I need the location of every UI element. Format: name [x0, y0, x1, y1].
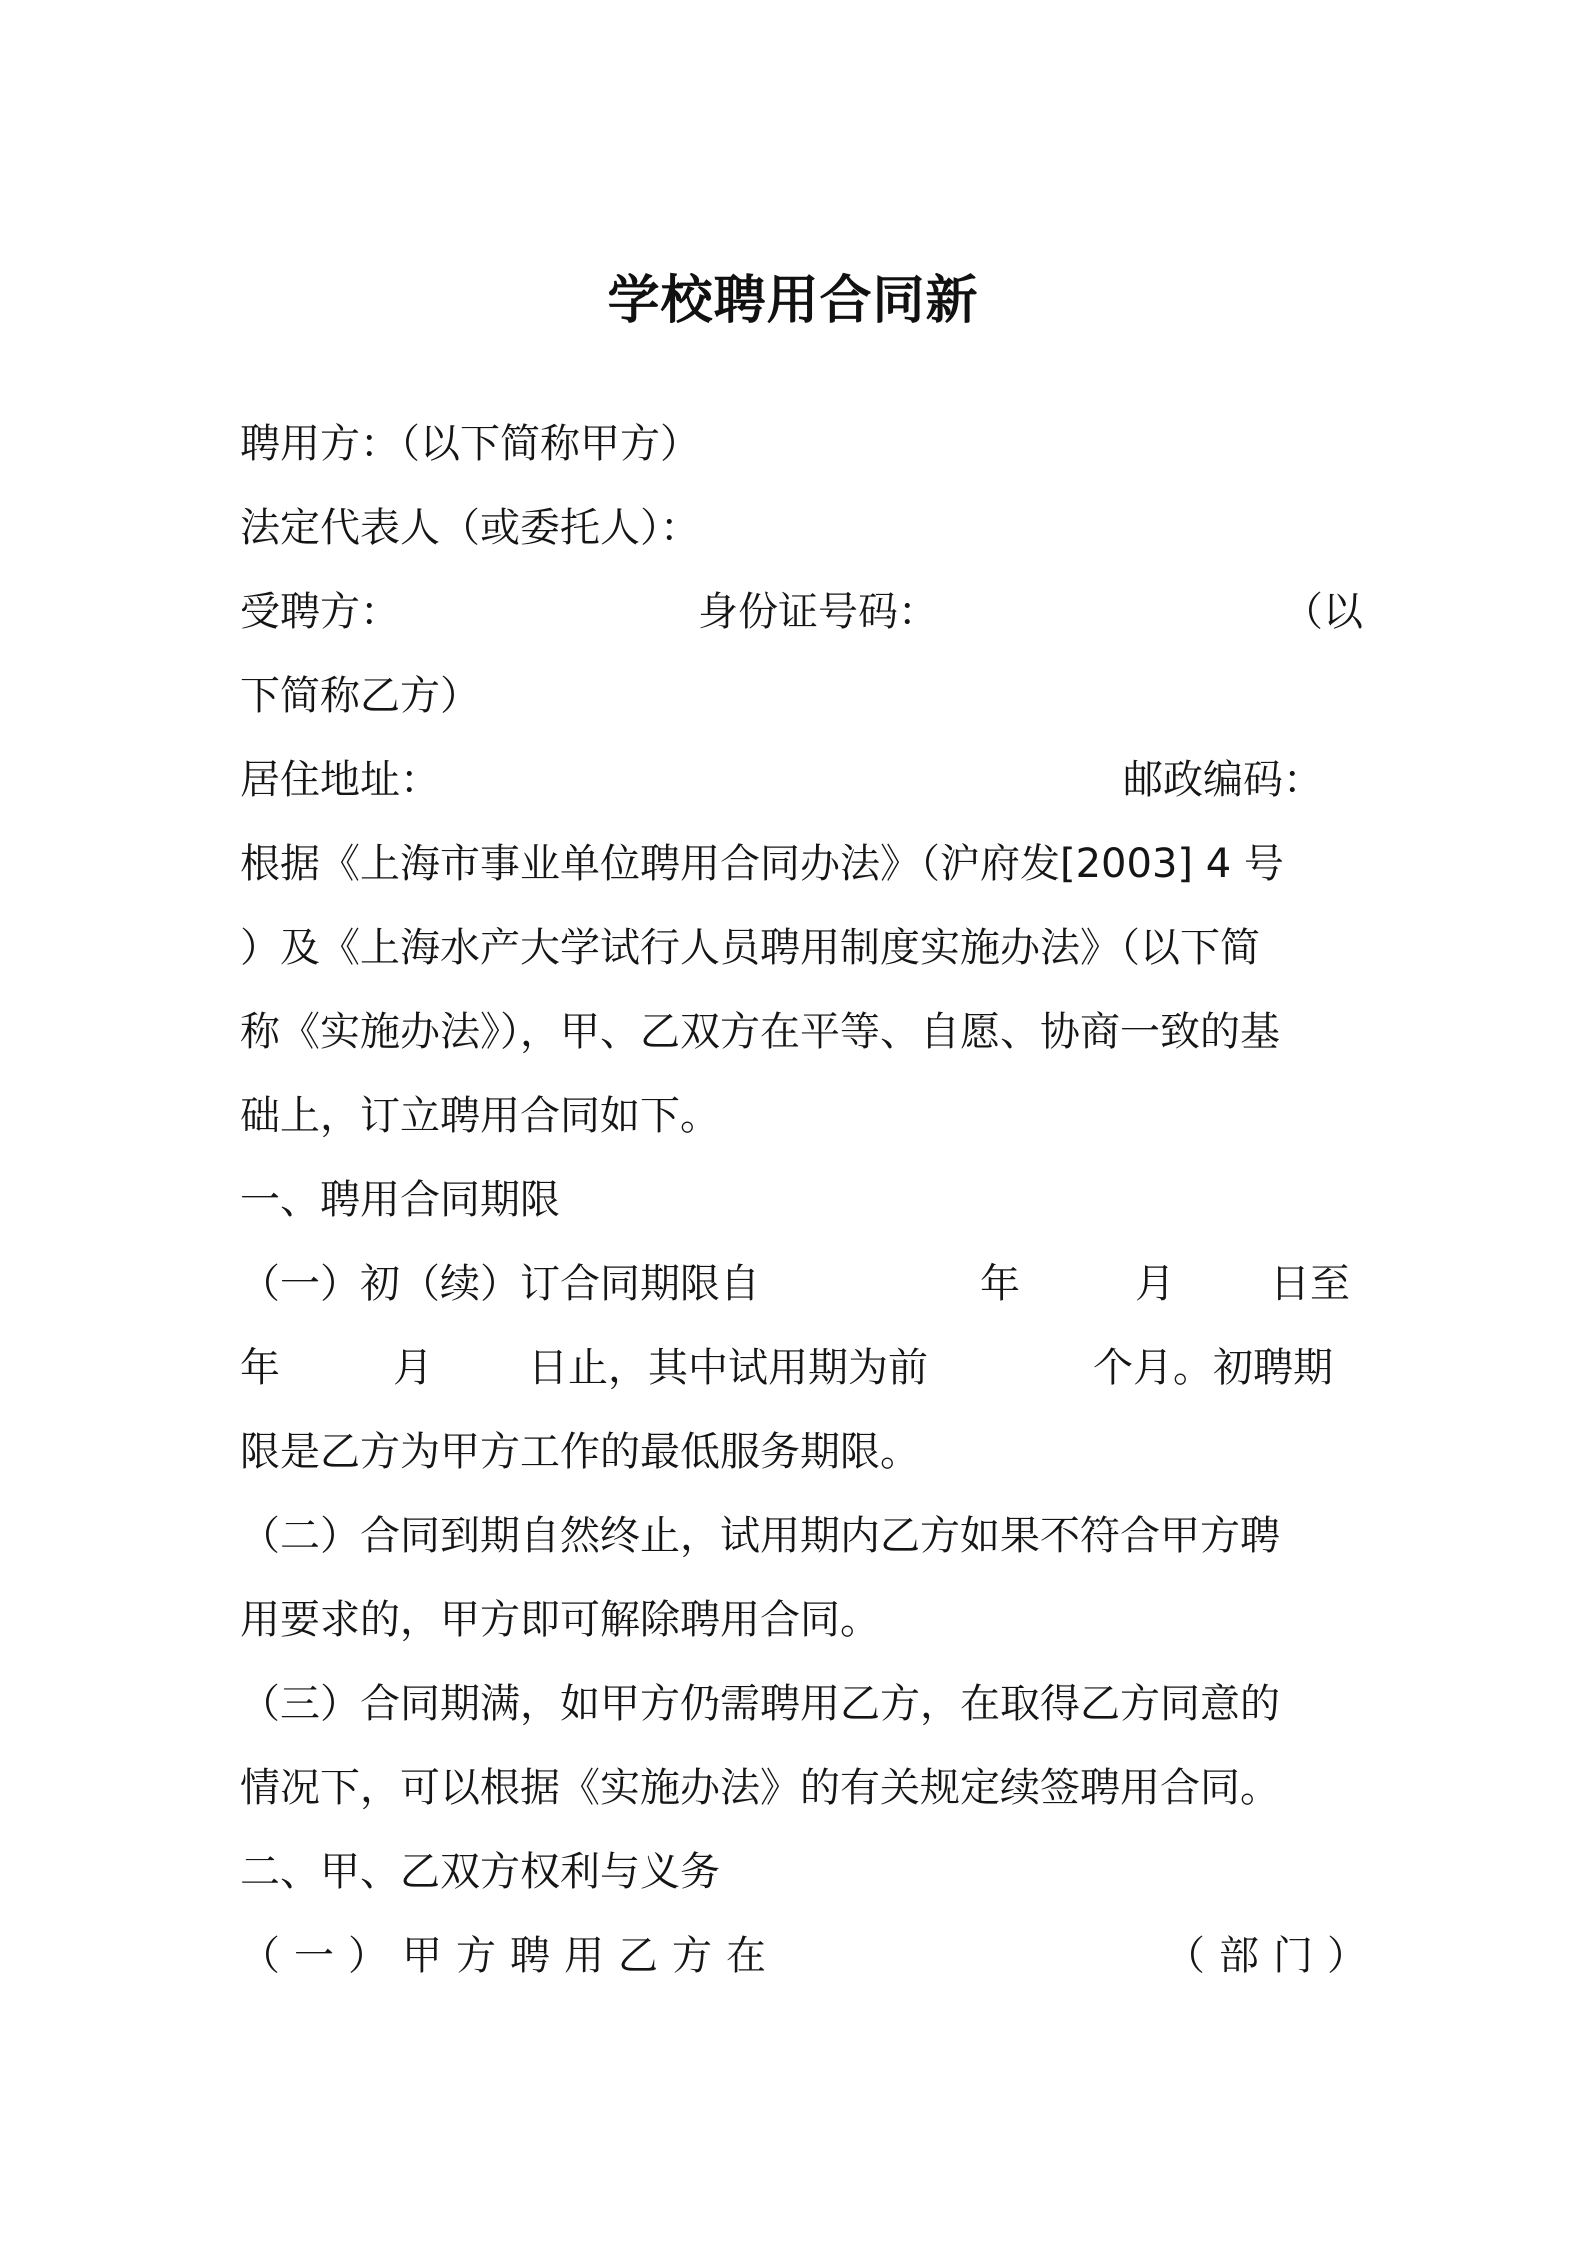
clause-term-months: 个月。初聘期: [1093, 1345, 1333, 1391]
document-title: 学校聘用合同新: [607, 271, 979, 331]
clause-term-end-year: 年: [240, 1345, 280, 1391]
legal-representative-line: 法定代表人（或委托人）：: [240, 505, 700, 551]
section-heading-term: 一、聘用合同期限: [240, 1177, 560, 1223]
clause-term-year: 年: [980, 1261, 1020, 1307]
section-heading-rights: 二、甲、乙双方权利与义务: [240, 1849, 720, 1895]
clause-term-probation: 日止，其中试用期为前: [528, 1345, 928, 1391]
preamble-line: 础上，订立聘用合同如下。: [240, 1093, 720, 1139]
clause-term-minimum: 限是乙方为甲方工作的最低服务期限。: [240, 1429, 920, 1475]
id-number-label: 身份证号码：: [698, 589, 938, 635]
preamble-line: 称《实施办法》），甲、乙双方在平等、自愿、协商一致的基: [240, 1009, 1280, 1055]
clause-department-label: （部门）: [1165, 1933, 1381, 1979]
clause-term-month: 月: [1135, 1261, 1175, 1307]
address-label: 居住地址：: [240, 757, 440, 803]
preamble-line: 根据《上海市事业单位聘用合同办法》（沪府发[2003] 4 号: [240, 841, 1284, 887]
employee-suffix-start: （以: [1283, 589, 1363, 635]
clause-expiry-line: （二）合同到期自然终止，试用期内乙方如果不符合甲方聘: [240, 1513, 1280, 1559]
employee-label: 受聘方：: [240, 589, 400, 635]
clause-renewal-line: 情况下，可以根据《实施办法》的有关规定续签聘用合同。: [240, 1765, 1280, 1811]
clause-term-start: （一）初（续）订合同期限自: [240, 1261, 760, 1307]
employer-line: 聘用方：（以下简称甲方）: [240, 421, 700, 467]
clause-renewal-line: （三）合同期满，如甲方仍需聘用乙方，在取得乙方同意的: [240, 1681, 1280, 1727]
employee-suffix-end: 下简称乙方）: [240, 673, 480, 719]
clause-term-end-month: 月: [393, 1345, 433, 1391]
clause-expiry-line: 用要求的，甲方即可解除聘用合同。: [240, 1597, 880, 1643]
postcode-label: 邮政编码：: [1123, 757, 1323, 803]
clause-department-start: （一）甲方聘用乙方在: [240, 1933, 780, 1979]
clause-term-day-to: 日至: [1270, 1261, 1350, 1307]
preamble-line: ）及《上海水产大学试行人员聘用制度实施办法》（以下简: [240, 925, 1260, 971]
